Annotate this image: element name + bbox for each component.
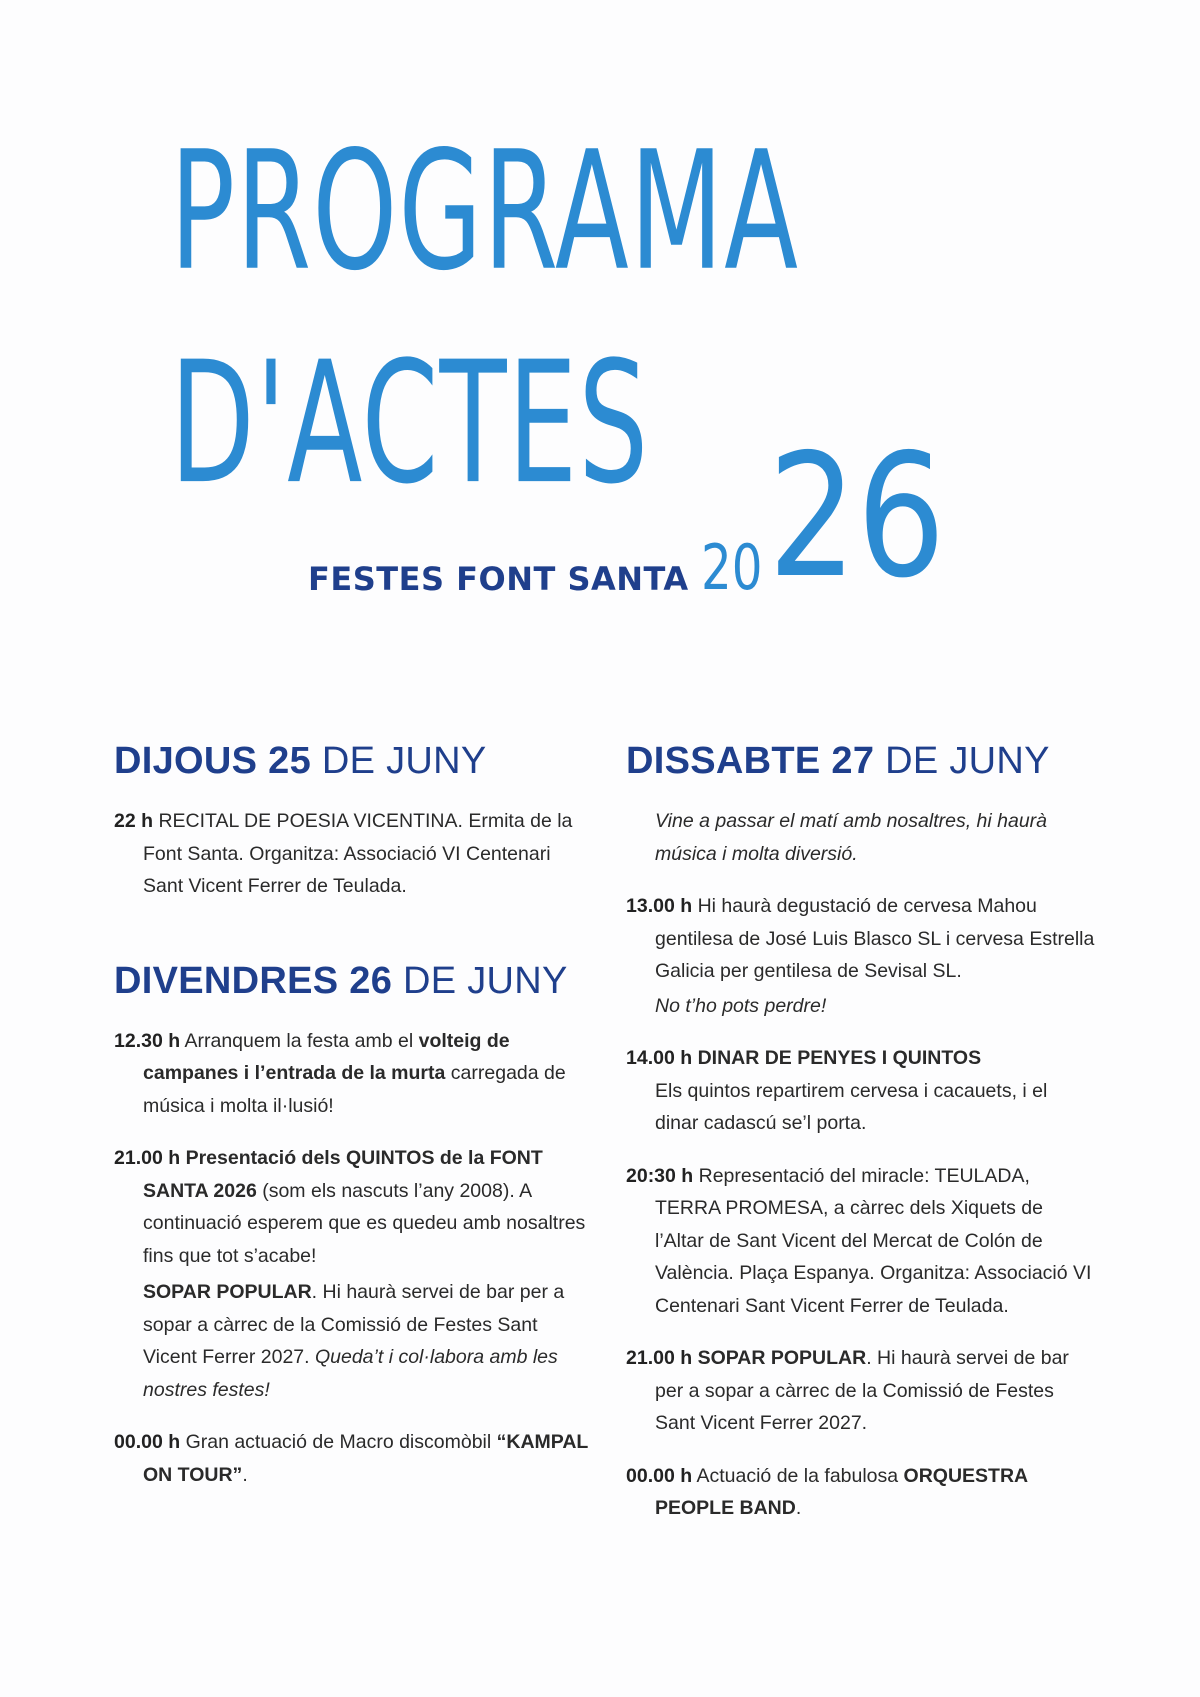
left-column <box>114 740 594 1491</box>
event-time: 00.00 h <box>114 1431 181 1453</box>
title-programa: PROGRAMA <box>170 116 800 308</box>
event-highlight: volteig de campanes i l’entrada de la murta <box>143 1029 510 1084</box>
event-text: Representació del miracle: TEULADA, TERRA PROMESA, a càrrec dels Xiquets de l’Altar de Sant Vicent del Mercat de Colón de València. Plaça Espanya. Organitza: Associació VI Centenari Sant Vicent Ferrer de Teulada. <box>655 1164 1092 1317</box>
event-highlight: DINAR DE PENYES I QUINTOS <box>697 1047 982 1069</box>
event-highlight: SOPAR POPULAR <box>143 1281 312 1303</box>
day-name: DIVENDRES 26 <box>114 959 393 1002</box>
day-month: DE JUNY <box>885 740 1050 782</box>
event-fri-2100 <box>114 1142 594 1272</box>
event-text: (som els nascuts l’any 2008). A continuació esperem que es quedeu amb nosaltres fins que tot s’acabe! <box>143 1179 586 1267</box>
event-end: . <box>795 1497 802 1519</box>
event-fri-1230 <box>114 1025 594 1123</box>
event-sat-1300 <box>626 890 1096 988</box>
day-name: DISSABTE 27 <box>626 740 875 782</box>
event-text: . Hi haurà servei de bar per a sopar a càrrec de la Comissió de Festes Sant Vicent Ferrer 2027. <box>143 1281 565 1368</box>
event-time: 00.00 h <box>626 1464 693 1487</box>
event-sat-1400-detail: Els quintos repartirem cervesa i cacauets, i el dinar cadascú se’l porta. <box>655 1079 1048 1134</box>
event-text: Gran actuació de Macro discomòbil <box>185 1431 492 1453</box>
event-time: 14.00 h <box>626 1047 693 1069</box>
day-month: DE JUNY <box>403 959 568 1002</box>
year-prefix: 20 <box>701 531 763 604</box>
event-text: RECITAL DE POESIA VICENTINA. Ermita de la Font Santa. Organitza: Associació VI Centenari Sant Vicent Ferrer de Teulada. <box>143 810 573 897</box>
event-sat-0000 <box>626 1460 1096 1525</box>
event-sat-intro: Vine a passar el matí amb nosaltres, hi haurà música i molta diversió. <box>655 810 1048 865</box>
event-time: 21.00 h <box>114 1147 181 1169</box>
title-block <box>0 0 1200 660</box>
event-highlight: “KAMPAL ON TOUR” <box>143 1431 588 1486</box>
event-time: 22 h <box>114 810 154 832</box>
year-suffix: 26 <box>768 418 946 616</box>
event-time: 12.30 h <box>114 1029 181 1052</box>
event-text: Hi haurà degustació de cervesa Mahou gentilesa de José Luis Blasco SL i cervesa Estrella Galicia per gentilesa de Sevisal SL. <box>655 895 1095 982</box>
event-sat-1400 <box>626 1042 1096 1075</box>
event-text: . Hi haurà servei de bar per a sopar a càrrec de la Comissió de Festes Sant Vicent Ferrer 2027. <box>655 1347 1069 1434</box>
day-heading-dissabte <box>626 740 1096 783</box>
day-month: DE JUNY <box>321 740 487 782</box>
subtitle-festes: FESTES FONT SANTA <box>308 560 689 598</box>
event-note: Queda’t i col·labora amb les nostres festes! <box>143 1346 558 1401</box>
event-highlight: ORQUESTRA PEOPLE BAND <box>655 1464 1028 1519</box>
right-column <box>626 740 1096 1525</box>
event-thu-22 <box>114 805 594 903</box>
event-time: 21.00 h <box>626 1347 693 1369</box>
day-heading-divendres <box>114 960 594 1003</box>
event-time: 13.00 h <box>626 895 693 917</box>
event-end: . <box>242 1463 248 1486</box>
title-dactes: D'ACTES <box>170 325 650 522</box>
event-highlight: Presentació dels QUINTOS de la FONT SANTA 2026 <box>143 1147 543 1202</box>
day-heading-dijous <box>114 740 594 783</box>
event-fri-0000 <box>114 1426 594 1491</box>
event-highlight: SOPAR POPULAR <box>697 1347 867 1369</box>
event-sat-2030 <box>626 1160 1096 1323</box>
event-sat-2100 <box>626 1342 1096 1440</box>
event-note: No t’ho pots perdre! <box>655 994 827 1017</box>
event-text: Actuació de la fabulosa <box>696 1464 899 1487</box>
event-time: 20:30 h <box>626 1164 694 1187</box>
event-text: Arranquem la festa amb el <box>184 1029 414 1052</box>
event-text: carregada de música i molta il·lusió! <box>143 1062 566 1117</box>
event-fri-sopar <box>114 1276 594 1406</box>
day-name: DIJOUS 25 <box>114 740 312 782</box>
